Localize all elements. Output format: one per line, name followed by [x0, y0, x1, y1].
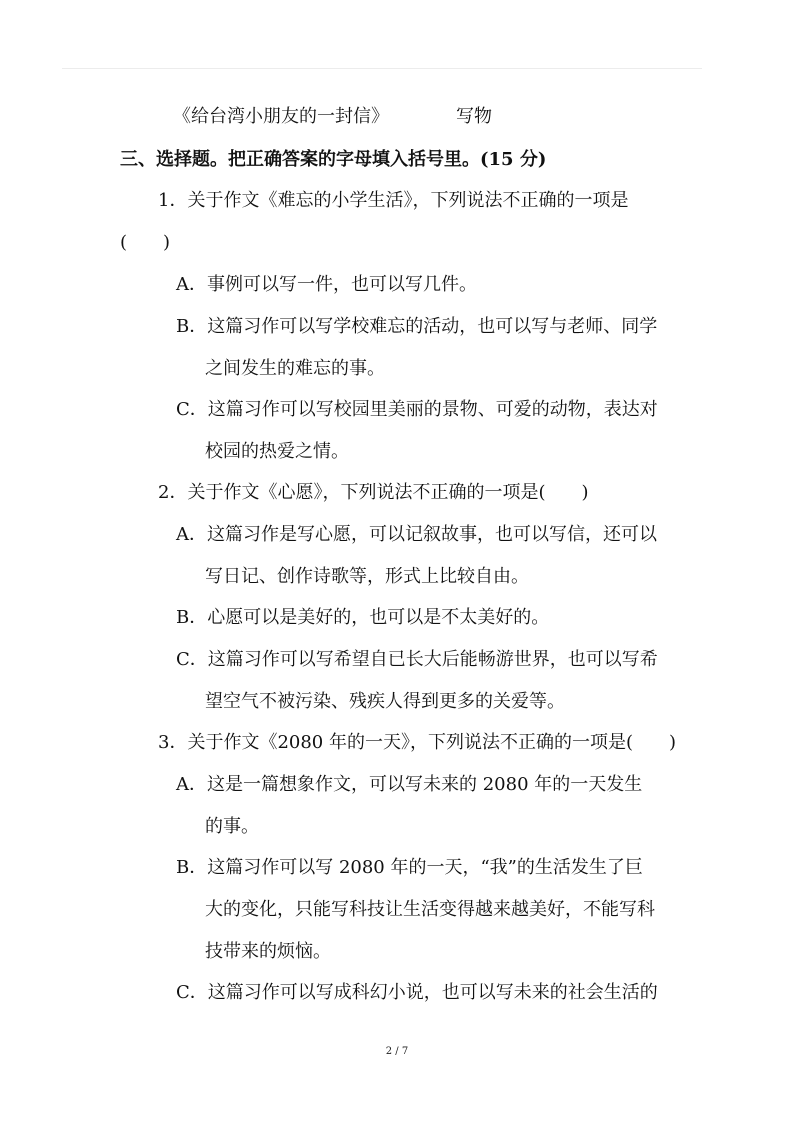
- prev-item-type: 写物: [456, 106, 492, 127]
- option-b: B．心愿可以是美好的，也可以是不太美好的。: [176, 607, 550, 628]
- answer-blank[interactable]: ( ): [120, 232, 171, 253]
- section-heading: 三、选择题。把正确答案的字母填入括号里。(15 分): [120, 149, 547, 170]
- option-c-cont: 校园的热爱之情。: [205, 441, 349, 462]
- question-stem: 2．关于作文《心愿》，下列说法不正确的一项是( ): [158, 482, 589, 503]
- option-a-cont: 写日记、创作诗歌等，形式上比较自由。: [205, 566, 529, 587]
- question-stem: 1．关于作文《难忘的小学生活》，下列说法不正确的一项是: [158, 190, 629, 211]
- header-rule: [62, 68, 702, 69]
- question-stem: 3．关于作文《2080 年的一天》，下列说法不正确的一项是( ): [158, 732, 677, 753]
- option-a-cont: 的事。: [205, 816, 259, 837]
- option-a: A．这篇习作是写心愿，可以记叙故事，也可以写信，还可以: [176, 524, 657, 545]
- option-a: A．这是一篇想象作文，可以写未来的 2080 年的一天发生: [176, 774, 643, 795]
- page-number: 2 / 7: [385, 1046, 409, 1057]
- option-b-cont: 之间发生的难忘的事。: [205, 358, 385, 379]
- option-b: B．这篇习作可以写 2080 年的一天，“我”的生活发生了巨: [176, 857, 643, 878]
- option-b: B．这篇习作可以写学校难忘的活动，也可以写与老师、同学: [176, 316, 658, 337]
- option-c-cont: 望空气不被污染、残疾人得到更多的关爱等。: [205, 691, 565, 712]
- option-c: C．这篇习作可以写校园里美丽的景物、可爱的动物，表达对: [176, 399, 658, 420]
- prev-item-title: 《给台湾小朋友的一封信》: [173, 106, 389, 127]
- option-c: C．这篇习作可以写成科幻小说，也可以写未来的社会生活的: [176, 982, 658, 1003]
- option-a: A．事例可以写一件，也可以写几件。: [176, 274, 477, 295]
- option-c: C．这篇习作可以写希望自已长大后能畅游世界，也可以写希: [176, 649, 658, 670]
- option-b-cont: 大的变化，只能写科技让生活变得越来越美好，不能写科: [205, 899, 655, 920]
- option-b-cont: 技带来的烦恼。: [205, 941, 331, 962]
